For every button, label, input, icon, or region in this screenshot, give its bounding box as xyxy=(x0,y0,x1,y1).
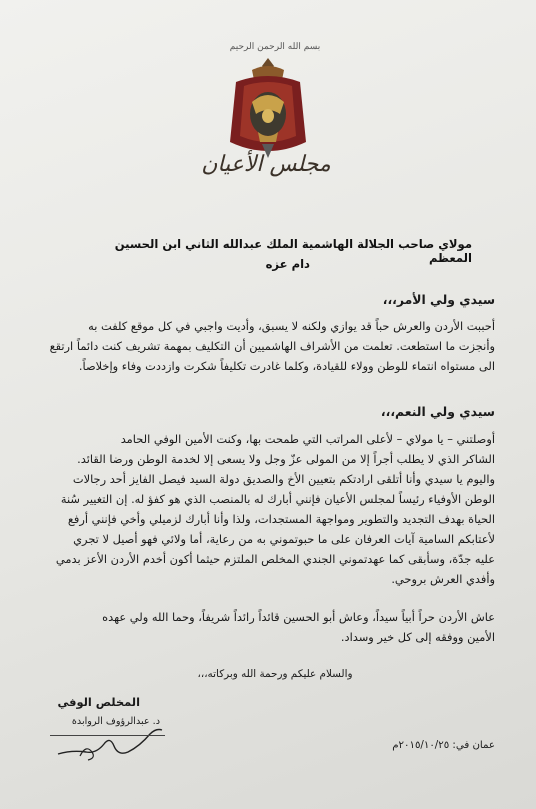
paragraph-2-line-2: الشاكر الذي لا يطلب أجراً إلا من المولى عزّ وجل ولا يسعى إلا لخدمة الوطن ورضا القائد. xyxy=(77,452,495,466)
paragraph-2-line-5: الحياة بهدف التجديد والتطوير ومواجهة المستجدات، ولذا وأنا أبارك لزميلي وأخي فإنني أرفع xyxy=(67,512,495,526)
paragraph-2-line-7: عليه جدّة، وسأبقى كما عهدتموني الجندي المخلص الملتزم حيثما أكون أخدم الأردن الأعز بدمي xyxy=(55,552,495,566)
place-date: عمان في: ٢٠١٥/١٠/٢٥م xyxy=(392,740,495,751)
paragraph-3-line-2: الأمين ووفقه إلى كل خير وسداد. xyxy=(340,630,495,644)
paragraph-2-line-8: وأفدي العرش بروحي. xyxy=(391,572,495,586)
salutation-2: سيدي ولي النعم،،، xyxy=(380,404,495,419)
paragraph-2-line-4: الوطن الأوفياء رئيساً لمجلس الأعيان فإنني أبارك له بالمنصب الذي هو كفؤ له. إن التغيير سُنة xyxy=(60,492,495,506)
paragraph-1-line-2: وأنجزت ما استطعت. تعلمت من الأشراف الهاشميين أن التكليف بمهمة تشريف كنت دائماً ارتقع xyxy=(49,339,495,353)
paragraph-3-line-1: عاش الأردن حراً أبياً سيداً، وعاش أبو الحسين قائداً رائداً شريفاً، وحما الله ولي عهده xyxy=(102,610,495,624)
basmala: بسم الله الرحمن الرحيم xyxy=(229,42,321,52)
letterhead xyxy=(0,34,536,184)
paragraph-1-line-3: الى مستواه انتماء للوطن وولاء للقيادة، وكلما غادرت تكليفاً شكرت وازددت وفاء وإخلاصاً. xyxy=(78,359,495,373)
paragraph-2-line-3: واليوم يا سيدي وأنا أتلقى ارادتكم بتعيين الأخ والصديق دولة السيد فيصل الفايز أحد رجالات xyxy=(72,472,495,486)
signatory-name: د. عبدالرؤوف الروابدة xyxy=(71,716,160,727)
council-name: مجلس الأعيان xyxy=(201,152,331,177)
closing-greeting: والسلام عليكم ورحمة الله وبركاته،،، xyxy=(197,668,353,680)
paragraph-2-line-6: لأعتابكم السامية آيات العرفان على ما حبوتموني به من رعاية، أما ولائي فهو أصيل لا تجري xyxy=(73,532,495,546)
paragraph-2-line-1: أوصلتني – يا مولاي – لأعلى المراتب التي طمحت بها، وكنت الأمين الوفي الحامد xyxy=(120,432,495,446)
signature-title: المخلص الوفي xyxy=(57,695,140,709)
signature-line xyxy=(50,735,165,736)
addressee-line-1: مولاي صاحب الجلالة الهاشمية الملك عبدالله الثاني ابن الحسين المعظم xyxy=(114,237,472,265)
salutation-1: سيدي ولي الأمر،،، xyxy=(382,292,495,307)
paragraph-1-line-1: أحببت الأردن والعرش حباً قد يوازي ولكنه لا يسبق، وأديت واجبي في كل موقع كلفت به xyxy=(88,319,495,333)
addressee-line-2: دام عزه xyxy=(265,257,310,271)
handwritten-signature xyxy=(50,716,170,766)
